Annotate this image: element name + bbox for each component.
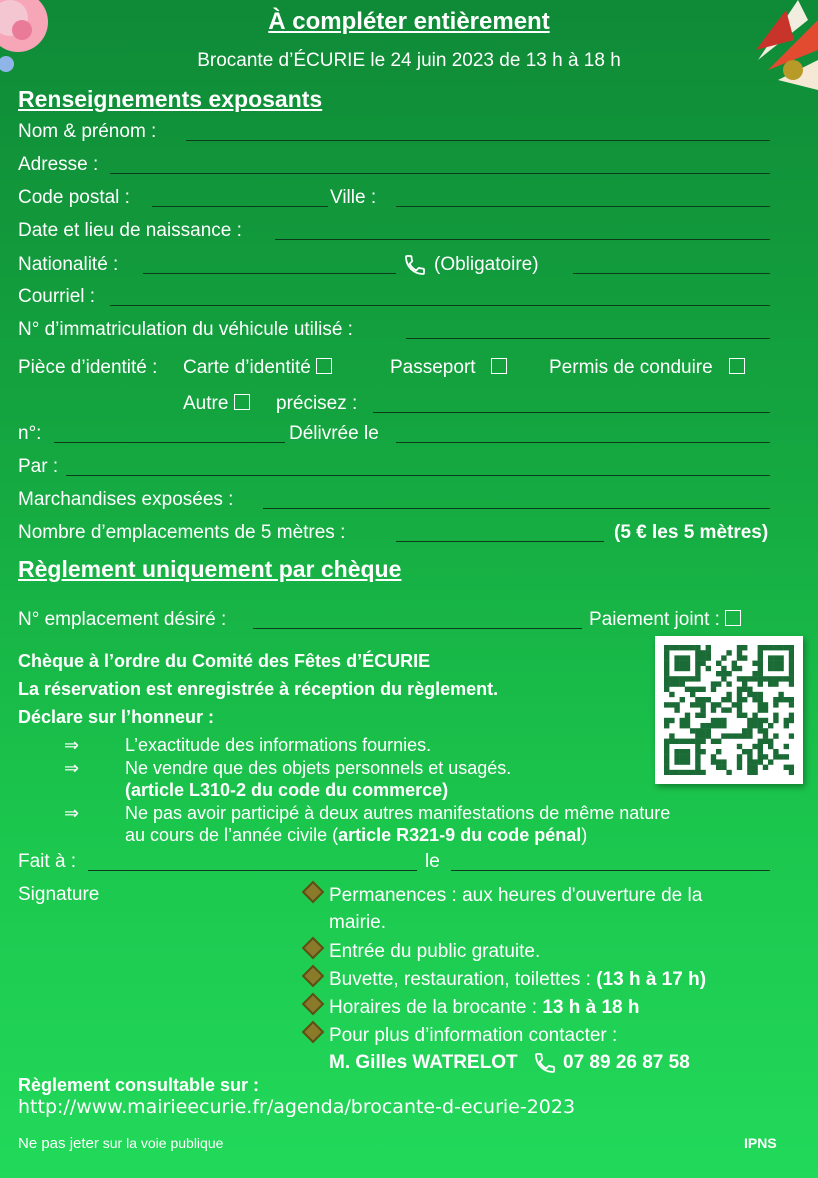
contact-phone: 07 89 26 87 58 bbox=[563, 1052, 690, 1073]
diamond-bullet-icon bbox=[302, 937, 325, 960]
field-marchandises[interactable] bbox=[263, 508, 770, 509]
phone-icon bbox=[403, 253, 427, 277]
diamond-bullet-icon bbox=[302, 993, 325, 1016]
page-title: À compléter entièrement bbox=[268, 8, 550, 35]
info-perm-2: mairie. bbox=[329, 912, 387, 933]
checkbox-paiement[interactable] bbox=[725, 610, 741, 626]
info-buvette: Buvette, restauration, toilettes : bbox=[329, 969, 597, 990]
label-le: le bbox=[425, 851, 440, 872]
cheque-order: Chèque à l’ordre du Comité des Fêtes d’ÉCURIE bbox=[18, 651, 431, 671]
field-adresse[interactable] bbox=[110, 173, 770, 174]
info-item-horaires bbox=[305, 996, 640, 1019]
declare-heading: Déclare sur l’honneur : bbox=[18, 707, 215, 727]
diamond-bullet-icon bbox=[302, 965, 325, 988]
field-precisez[interactable] bbox=[373, 412, 770, 413]
checkbox-permis[interactable] bbox=[729, 358, 745, 374]
info-horaires-val: 13 h à 18 h bbox=[542, 997, 640, 1018]
arrow-icon: ⇒ bbox=[64, 735, 80, 755]
label-paiement: Paiement joint : bbox=[589, 609, 720, 630]
checkbox-autre[interactable] bbox=[234, 394, 250, 410]
declaration-item-3-close: ) bbox=[581, 825, 588, 845]
ipns-label: IPNS bbox=[744, 1135, 777, 1151]
event-subtitle: Brocante d’ÉCURIE le 24 juin 2023 de 13 h à 18 h bbox=[197, 50, 621, 71]
field-nom[interactable] bbox=[186, 140, 770, 141]
label-par: Par : bbox=[18, 456, 59, 477]
info-entree: Entrée du public gratuite. bbox=[329, 941, 541, 962]
option-carte-identite[interactable] bbox=[183, 357, 332, 379]
label-telephone: (Obligatoire) bbox=[434, 254, 539, 275]
field-numero[interactable] bbox=[54, 442, 285, 443]
phone-icon bbox=[533, 1051, 557, 1075]
label-ville: Ville : bbox=[330, 187, 377, 208]
info-item-buvette bbox=[305, 968, 706, 991]
label-signature: Signature bbox=[18, 884, 100, 905]
label-numero: n°: bbox=[18, 423, 42, 444]
price-note: (5 € les 5 mètres) bbox=[614, 522, 769, 543]
label-precisez: précisez : bbox=[276, 393, 358, 414]
label-adresse: Adresse : bbox=[18, 154, 99, 175]
field-date[interactable] bbox=[451, 870, 770, 871]
reservation-note: La réservation est enregistrée à réception du règlement. bbox=[18, 679, 499, 699]
field-par[interactable] bbox=[66, 475, 770, 476]
info-item-permanences bbox=[305, 884, 702, 907]
footer-jeter bbox=[18, 1132, 223, 1155]
field-fait-a[interactable] bbox=[88, 870, 417, 871]
label-fait-a: Fait à : bbox=[18, 851, 77, 872]
field-delivree[interactable] bbox=[396, 442, 770, 443]
diamond-bullet-icon bbox=[302, 1021, 325, 1044]
qr-code[interactable] bbox=[655, 636, 803, 784]
info-buvette-hours: (13 h à 17 h) bbox=[596, 969, 707, 990]
label-code-postal: Code postal : bbox=[18, 187, 130, 208]
label-carte: Carte d’identité bbox=[183, 357, 311, 378]
checkbox-passeport[interactable] bbox=[491, 358, 507, 374]
label-piece-identite: Pièce d’identité : bbox=[18, 357, 158, 378]
label-passeport: Passeport bbox=[390, 357, 476, 378]
label-nom: Nom & prénom : bbox=[18, 121, 157, 142]
label-emplacement-desire: N° emplacement désiré : bbox=[18, 609, 227, 630]
field-immatriculation[interactable] bbox=[406, 338, 770, 339]
field-ville[interactable] bbox=[396, 206, 770, 207]
declaration-item-3: Ne pas avoir participé à deux autres manifestations de même nature bbox=[125, 803, 671, 823]
label-permis: Permis de conduire bbox=[549, 357, 713, 378]
option-autre[interactable] bbox=[183, 393, 250, 415]
label-emplacements: Nombre d’emplacements de 5 mètres : bbox=[18, 522, 346, 543]
label-delivree: Délivrée le bbox=[289, 423, 379, 444]
info-item-entree bbox=[305, 940, 540, 963]
contact-name: M. Gilles WATRELOT bbox=[329, 1052, 518, 1073]
label-naissance: Date et lieu de naissance : bbox=[18, 220, 242, 241]
declaration-item-3-line2 bbox=[125, 824, 587, 846]
field-nationalite[interactable] bbox=[143, 273, 396, 274]
reglement-consult: Règlement consultable sur : bbox=[18, 1075, 260, 1095]
label-autre: Autre bbox=[183, 393, 229, 414]
field-telephone[interactable] bbox=[573, 273, 770, 274]
footer-jeter-a: Ne pas jeter bbox=[18, 1135, 99, 1152]
qr-code-pattern bbox=[664, 645, 794, 775]
label-marchandises: Marchandises exposées : bbox=[18, 489, 234, 510]
info-perm-1: Permanences : aux heures d'ouverture de la bbox=[329, 885, 703, 906]
checkbox-carte[interactable] bbox=[316, 358, 332, 374]
declaration-item-2: Ne vendre que des objets personnels et usagés. bbox=[125, 758, 512, 778]
option-paiement-joint[interactable] bbox=[589, 609, 741, 631]
field-emplacement-desire[interactable] bbox=[253, 628, 582, 629]
diamond-bullet-icon bbox=[302, 881, 325, 904]
label-courriel: Courriel : bbox=[18, 286, 96, 307]
option-passeport[interactable] bbox=[390, 357, 507, 379]
label-immatriculation: N° d’immatriculation du véhicule utilisé : bbox=[18, 319, 353, 340]
label-nationalite: Nationalité : bbox=[18, 254, 119, 275]
option-permis[interactable] bbox=[549, 357, 745, 379]
field-naissance[interactable] bbox=[275, 239, 770, 240]
declaration-item-3-ref: article R321-9 du code pénal bbox=[338, 825, 582, 845]
declaration-item-2-ref: (article L310-2 du code du commerce) bbox=[125, 780, 449, 800]
declaration-item-3-text: au cours de l’année civile ( bbox=[125, 825, 339, 845]
field-code-postal[interactable] bbox=[152, 206, 328, 207]
info-item-contact bbox=[305, 1024, 617, 1047]
field-courriel[interactable] bbox=[110, 305, 770, 306]
footer-jeter-b: sur la voie publique bbox=[98, 1135, 224, 1151]
reglement-url[interactable]: http://www.mairieecurie.fr/agenda/brocante-d-ecurie-2023 bbox=[18, 1096, 576, 1118]
info-contact: Pour plus d’information contacter : bbox=[329, 1025, 618, 1046]
field-emplacements[interactable] bbox=[396, 541, 604, 542]
section-heading-exposants: Renseignements exposants bbox=[18, 86, 323, 112]
section-heading-reglement: Règlement uniquement par chèque bbox=[18, 556, 402, 582]
arrow-icon: ⇒ bbox=[64, 758, 80, 778]
arrow-icon: ⇒ bbox=[64, 803, 80, 823]
info-horaires: Horaires de la brocante : bbox=[329, 997, 543, 1018]
declaration-item-1: L’exactitude des informations fournies. bbox=[125, 735, 432, 755]
